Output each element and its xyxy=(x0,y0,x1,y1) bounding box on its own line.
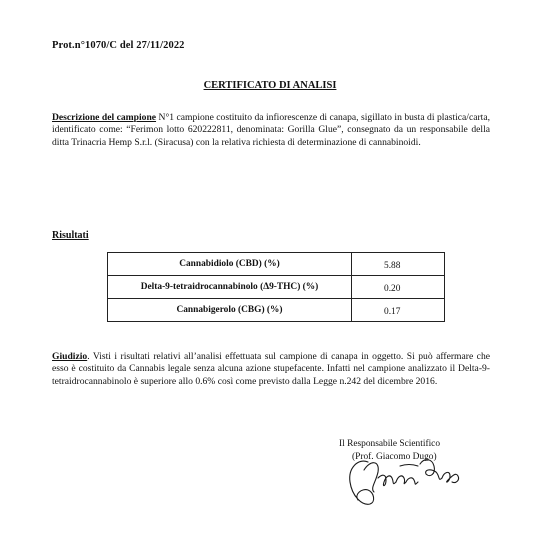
document-title-text: CERTIFICATO DI ANALISI xyxy=(203,80,337,91)
results-table xyxy=(107,252,445,322)
result-value: 0.17 xyxy=(352,299,445,322)
result-value: 5.88 xyxy=(352,253,445,276)
description-text: N°1 campione costituito da infiorescenze di canapa, sigillato in busta di plastica/carta, identificato come: “Ferimon lotto 620222811, denominata: Gorilla Glue”, consegnato da un responsabile della ditta Trinacria Hemp S.r.l. (Siracusa) con la relativa richiesta di determinazione di cannabinoidi. xyxy=(52,112,490,148)
sample-description xyxy=(52,112,490,149)
description-heading: Descrizione del campione xyxy=(52,112,157,123)
result-name: Cannabidiolo (CBD) (%) xyxy=(108,253,352,276)
result-value: 0.20 xyxy=(352,276,445,299)
judgment-text: . Visti i risultati relativi all’analisi effettuata sul campione di canapa in oggetto. Si può affermare che esso è costituito da Cannabis legale senza alcuna azione stupefacente. Infatti nel campione analizzato il Delta-9-tetraidrocannabinolo è superiore allo 0.6% così come previsto dalla Legge n.242 del dicembre 2016. xyxy=(52,351,490,387)
protocol-number: Prot.n°1070/C del 27/11/2022 xyxy=(52,40,185,51)
document-title xyxy=(0,80,540,91)
results-heading: Risultati xyxy=(52,230,89,241)
result-name: Cannabigerolo (CBG) (%) xyxy=(108,299,352,322)
signatory-role: Il Responsabile Scientifico xyxy=(339,439,441,449)
handwritten-signature xyxy=(340,448,470,514)
signatory-name: (Prof. Giacomo Dugo) xyxy=(352,452,437,462)
result-name: Delta-9-tetraidrocannabinolo (Δ9-THC) (%) xyxy=(108,276,352,299)
table-row xyxy=(108,253,445,276)
table-row xyxy=(108,276,445,299)
judgment-heading: Giudizio xyxy=(52,351,88,362)
judgment-paragraph xyxy=(52,351,490,388)
table-row xyxy=(108,299,445,322)
